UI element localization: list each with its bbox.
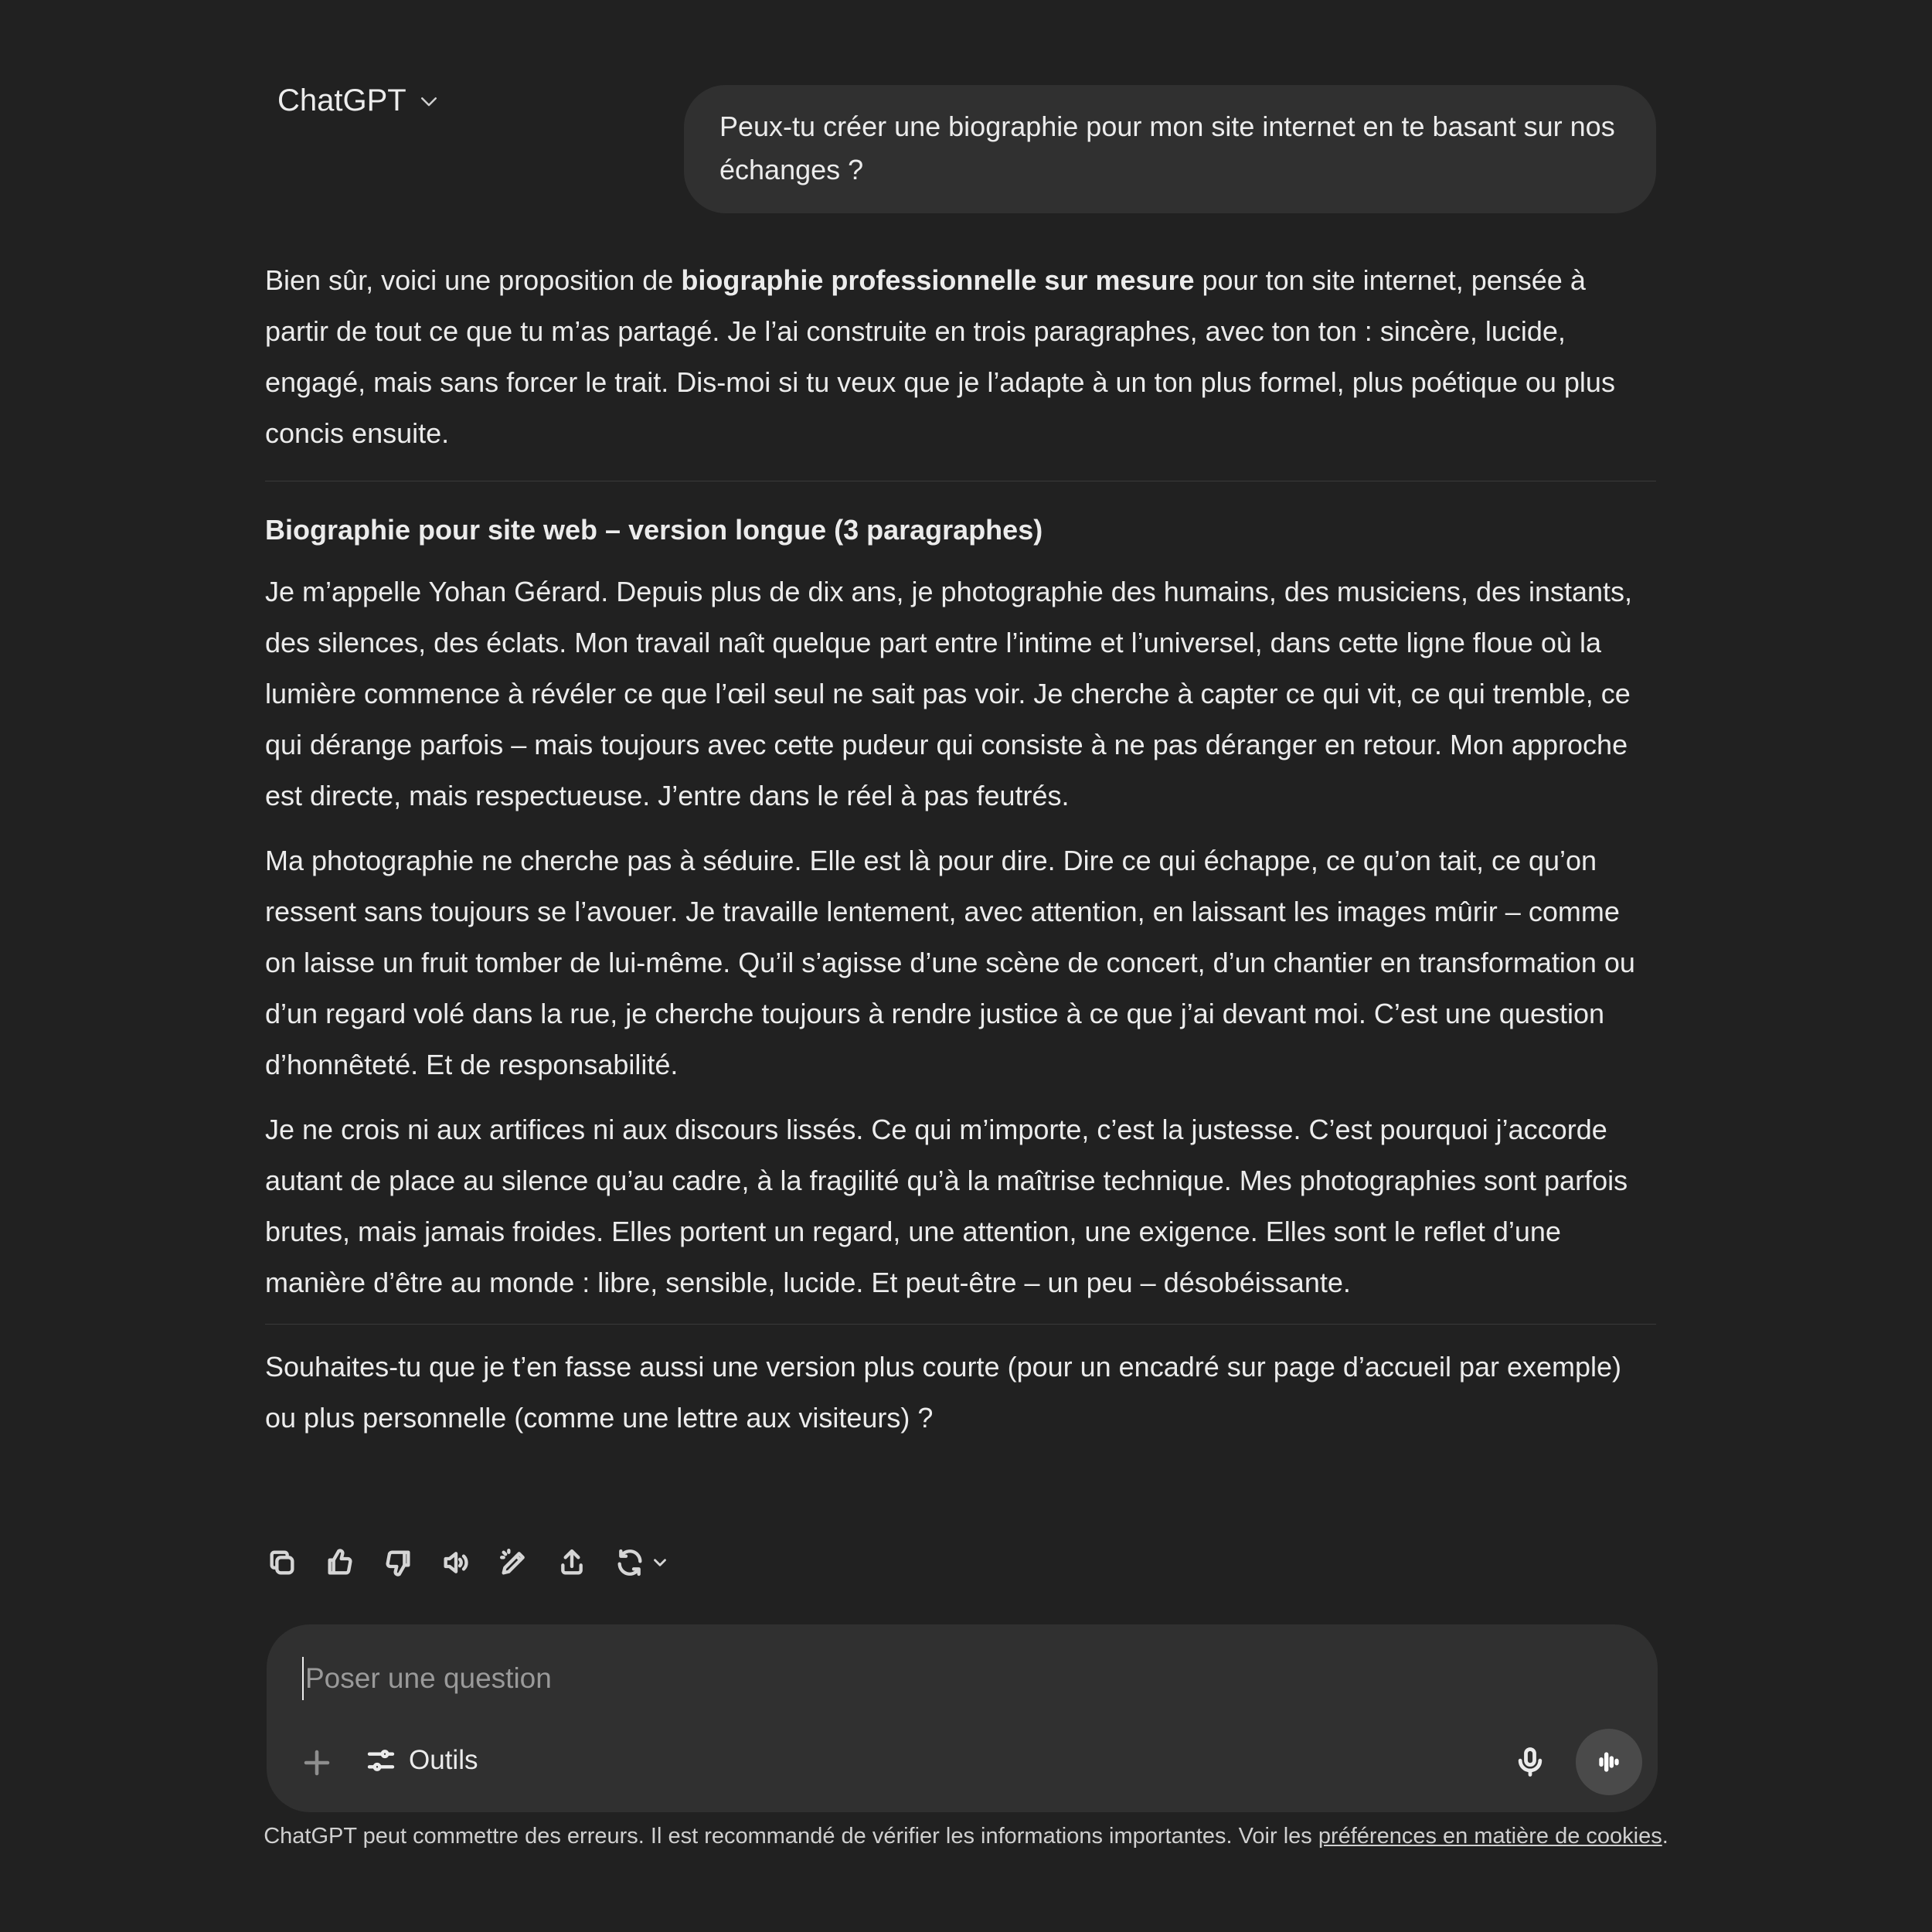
- regenerate-button[interactable]: [614, 1547, 670, 1578]
- disclaimer-text: ChatGPT peut commettre des erreurs. Il est recommandé de vérifier les informations importantes. Voir les: [264, 1824, 1318, 1849]
- regenerate-icon: [614, 1547, 645, 1578]
- sliders-icon: [366, 1745, 396, 1776]
- assistant-closing: Souhaites-tu que je t’en fasse aussi une version plus courte (pour un encadré sur page d’accueil par exemple) ou plus personnelle (comme une lettre aux visiteurs) ?: [265, 1351, 1622, 1434]
- bio-paragraph-3: Je ne crois ni aux artifices ni aux discours lissés. Ce qui m’importe, c’est la justesse. C’est pourquoi j’accorde autant de place au silence qu’au cadre, à la fragilité qu’à la maîtrise technique. Mes photographies sont parfois brutes, mais jamais froides. Elles portent un regard, une attention, une exigence. Elles sont le reflet d’une manière d’être au monde : libre, sensible, lucide. Et peut-être – un peu – désobéissante.: [265, 1114, 1628, 1298]
- chevron-down-icon: [650, 1553, 670, 1573]
- bio-paragraph-2: Ma photographie ne cherche pas à séduire. Elle est là pour dire. Dire ce qui échappe, ce qu’on tait, ce qu’on ressent sans toujours se l’avouer. Je travaille lentement, avec attention, en laissant les images mûrir – comme on laisse un fruit tomber de lui-même. Qu’il s’agisse d’une scène de concert, d’un chantier en transformation ou d’un regard volé dans la rue, je cherche toujours à rendre justice à ce que j’ai devant moi. C’est une question d’honnêteté. Et de responsabilité.: [265, 845, 1635, 1080]
- assistant-intro: [265, 255, 1656, 459]
- intro-bold-text: biographie professionnelle sur mesure: [681, 264, 1195, 296]
- intro-text-end: pour ton site internet, pensée à partir de tout ce que tu m’as partagé. Je l’ai construite en trois paragraphes, avec ton ton : sincère, lucide, engagé, mais sans forcer le trait. Dis-moi si tu veux que je l’adapte à un ton plus formel, plus poétique ou plus concis ensuite.: [265, 264, 1615, 449]
- bio-paragraph-1: Je m’appelle Yohan Gérard. Depuis plus de dix ans, je photographie des humains, des musiciens, des instants, des silences, des éclats. Mon travail naît quelque part entre l’intime et l’universel, dans cette ligne floue où la lumière commence à révéler ce que l’œil seul ne sait pas voir. Je cherche à capter ce qui vit, ce qui tremble, ce qui dérange parfois – mais toujours avec cette pudeur qui consiste à ne pas déranger en retour. Mon approche est directe, mais respectueuse. J’entre dans le réel à pas feutrés.: [265, 576, 1633, 811]
- disclaimer-end: .: [1662, 1824, 1668, 1849]
- share-icon: [556, 1547, 587, 1578]
- message-actions: [267, 1547, 670, 1578]
- microphone-icon: [1513, 1745, 1547, 1779]
- divider: [265, 1324, 1656, 1325]
- plus-icon: [301, 1747, 333, 1779]
- thumbs-down-icon: [383, 1547, 413, 1578]
- edit-button[interactable]: [498, 1547, 529, 1578]
- prompt-input[interactable]: [302, 1657, 1543, 1700]
- model-selector[interactable]: [277, 83, 440, 118]
- thumbs-down-button[interactable]: [383, 1547, 413, 1578]
- read-aloud-icon: [440, 1547, 471, 1578]
- section-title: Biographie pour site web – version longue (3 paragraphes): [265, 514, 1043, 546]
- voice-waveform-icon: [1594, 1747, 1624, 1777]
- intro-text-start: Bien sûr, voici une proposition de: [265, 264, 682, 296]
- share-button[interactable]: [556, 1547, 587, 1578]
- tools-label: Outils: [409, 1745, 478, 1775]
- thumbs-up-button[interactable]: [325, 1547, 355, 1578]
- thumbs-up-icon: [325, 1547, 355, 1578]
- user-message-text: Peux-tu créer une biographie pour mon site internet en te basant sur nos échanges ?: [719, 111, 1615, 185]
- voice-mode-button[interactable]: [1576, 1729, 1642, 1795]
- disclaimer: [0, 1824, 1932, 1849]
- read-aloud-button[interactable]: [440, 1547, 471, 1578]
- edit-icon: [498, 1547, 529, 1578]
- tools-button[interactable]: [366, 1745, 478, 1776]
- assistant-message: [265, 255, 1656, 1444]
- dictate-button[interactable]: [1513, 1745, 1547, 1779]
- cookie-preferences-link[interactable]: préférences en matière de cookies: [1318, 1824, 1662, 1849]
- copy-button[interactable]: [267, 1547, 298, 1578]
- copy-icon: [267, 1547, 298, 1578]
- chevron-down-icon: [417, 90, 440, 113]
- composer: [267, 1624, 1658, 1812]
- user-message-bubble: [684, 85, 1656, 213]
- model-label: ChatGPT: [277, 83, 406, 117]
- add-attachment-button[interactable]: [301, 1747, 333, 1779]
